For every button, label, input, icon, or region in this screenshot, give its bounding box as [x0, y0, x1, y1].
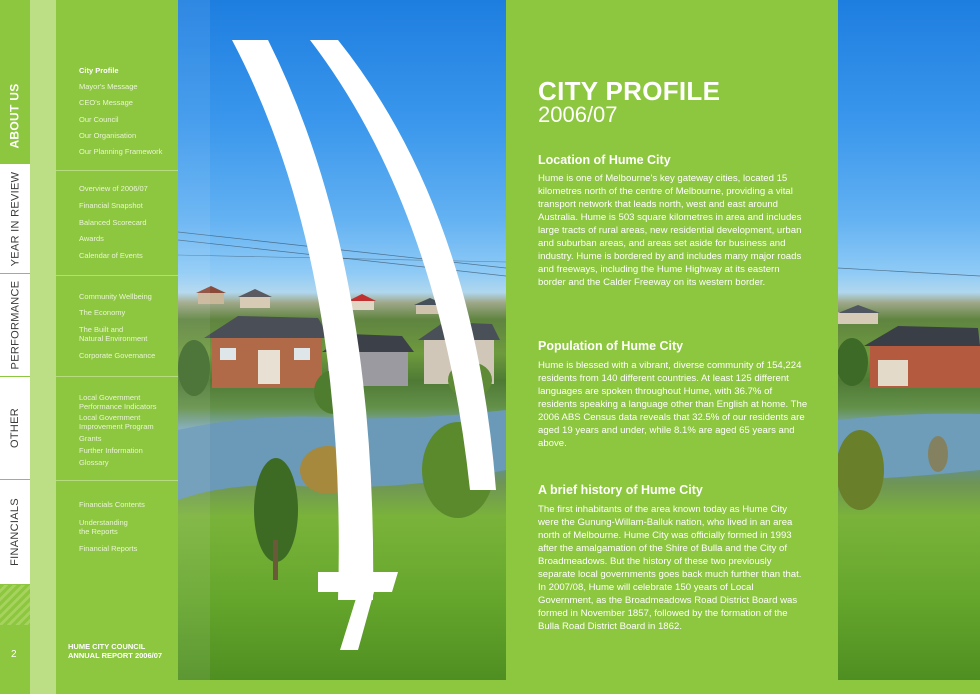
section-body-population: Hume is blessed with a vibrant, diverse community of 154,224 residents from 140 different countries. At least 125 different languages are spoken throughout Hume, with 36.7% of residents speaking a language other than English at home. The 2006 ABS Census data reveals that 32.5% of our residents are aged 19 years and under, while 8.1% are aged 65 years and above.	[538, 360, 808, 450]
nav-item-financial-snapshot[interactable]: Financial Snapshot	[79, 201, 143, 210]
nav-divider	[56, 376, 178, 377]
nav-item-community-wellbeing[interactable]: Community Wellbeing	[79, 292, 152, 301]
nav-item-grants[interactable]: Grants	[79, 434, 102, 443]
nav-item-ceos-message[interactable]: CEO's Message	[79, 98, 133, 107]
nav-item-our-council[interactable]: Our Council	[79, 115, 119, 124]
suburb-photo-right	[838, 0, 980, 680]
section-body-history: The first inhabitants of the area known today as Hume City were the Gunung-Willam-Balluk nation, who lived in an area north of Melbourne. Hume City was officially formed in 1993 after the amalgamation of the Shire of Bulla and the City of Broadmeadows. But the history of these two previously separate local governments goes back much further than that. In 2007/08, Hume will celebrate 150 years of Local Government, as the Broadmeadows Road District Board was formed in November 1857, followed by the formation of the Bulla Road District Board in 1862.	[538, 504, 802, 633]
nav-item-economy[interactable]: The Economy	[79, 308, 126, 317]
page-number: 2	[11, 649, 17, 660]
nav-item-mayors-message[interactable]: Mayor's Message	[79, 82, 138, 91]
nav-item-understanding-reports[interactable]: Understanding the Reports	[79, 518, 128, 536]
nav-item-planning-framework[interactable]: Our Planning Framework	[79, 147, 163, 156]
page-title: CITY PROFILE	[538, 76, 721, 106]
nav-item-our-organisation[interactable]: Our Organisation	[79, 131, 137, 140]
tab-year-in-review[interactable]	[0, 164, 30, 274]
tab-label: ABOUT US	[8, 82, 23, 149]
hatch-decoration	[0, 585, 30, 625]
nav-item-overview[interactable]: Overview of 2006/07	[79, 184, 148, 193]
nav-item-corporate-governance[interactable]: Corporate Governance	[79, 351, 156, 360]
section-tabs	[0, 0, 30, 694]
photo-illustration	[838, 0, 980, 680]
nav-item-further-information[interactable]: Further Information	[79, 446, 143, 455]
photo-illustration	[178, 0, 506, 680]
accent-band	[30, 0, 56, 694]
section-body-location: Hume is one of Melbourne's key gateway cities, located 15 kilometres north of the centre of Melbourne, providing a vital transport network that leads north, west and east around Australia. Hume is 503 square kilometres in area and includes large tracts of rural areas, new residential development, urban and suburban areas, and areas set aside for business and industry. Hume is bordered by and includes many major roads and freeways, including the Hume Highway at its eastern border and the Calder Freeway on its western border.	[538, 173, 802, 289]
section-heading-population: Population of Hume City	[538, 339, 684, 353]
nav-item-financials-contents[interactable]: Financials Contents	[79, 500, 145, 509]
nav-divider	[56, 275, 178, 276]
nav-item-improvement-program[interactable]: Local Government Improvement Program	[79, 413, 154, 431]
tab-label: OTHER	[9, 408, 21, 448]
nav-item-financial-reports[interactable]: Financial Reports	[79, 544, 138, 553]
tab-financials[interactable]	[0, 480, 30, 585]
tab-other[interactable]	[0, 377, 30, 480]
nav-divider	[56, 170, 178, 171]
report-title	[68, 643, 162, 660]
tab-performance[interactable]	[0, 274, 30, 377]
nav-item-balanced-scorecard[interactable]: Balanced Scorecard	[79, 218, 147, 227]
content-panel	[506, 0, 838, 694]
report-title-line2: ANNUAL REPORT 2006/07	[68, 650, 163, 660]
tab-about-us[interactable]	[0, 68, 30, 164]
nav-item-calendar[interactable]: Calendar of Events	[79, 251, 143, 260]
tab-label: YEAR IN REVIEW	[9, 171, 22, 266]
nav-item-environment[interactable]: The Built and Natural Environment	[79, 325, 148, 343]
section-heading-history: A brief history of Hume City	[538, 483, 703, 497]
section-heading-location: Location of Hume City	[538, 153, 671, 167]
report-title-line1: HUME CITY COUNCIL	[68, 642, 146, 651]
nav-item-glossary[interactable]: Glossary	[79, 458, 109, 467]
tab-label: PERFORMANCE	[9, 280, 21, 370]
nav-item-city-profile[interactable]: City Profile	[79, 66, 119, 75]
nav-item-awards[interactable]: Awards	[79, 234, 104, 243]
page-subtitle-year: 2006/07	[538, 102, 618, 127]
nav-item-performance-indicators[interactable]: Local Government Performance Indicators	[79, 393, 157, 411]
tab-label: FINANCIALS	[9, 498, 22, 566]
nav-column	[56, 0, 178, 694]
nav-divider	[56, 480, 178, 481]
suburb-photo-left	[178, 0, 506, 680]
